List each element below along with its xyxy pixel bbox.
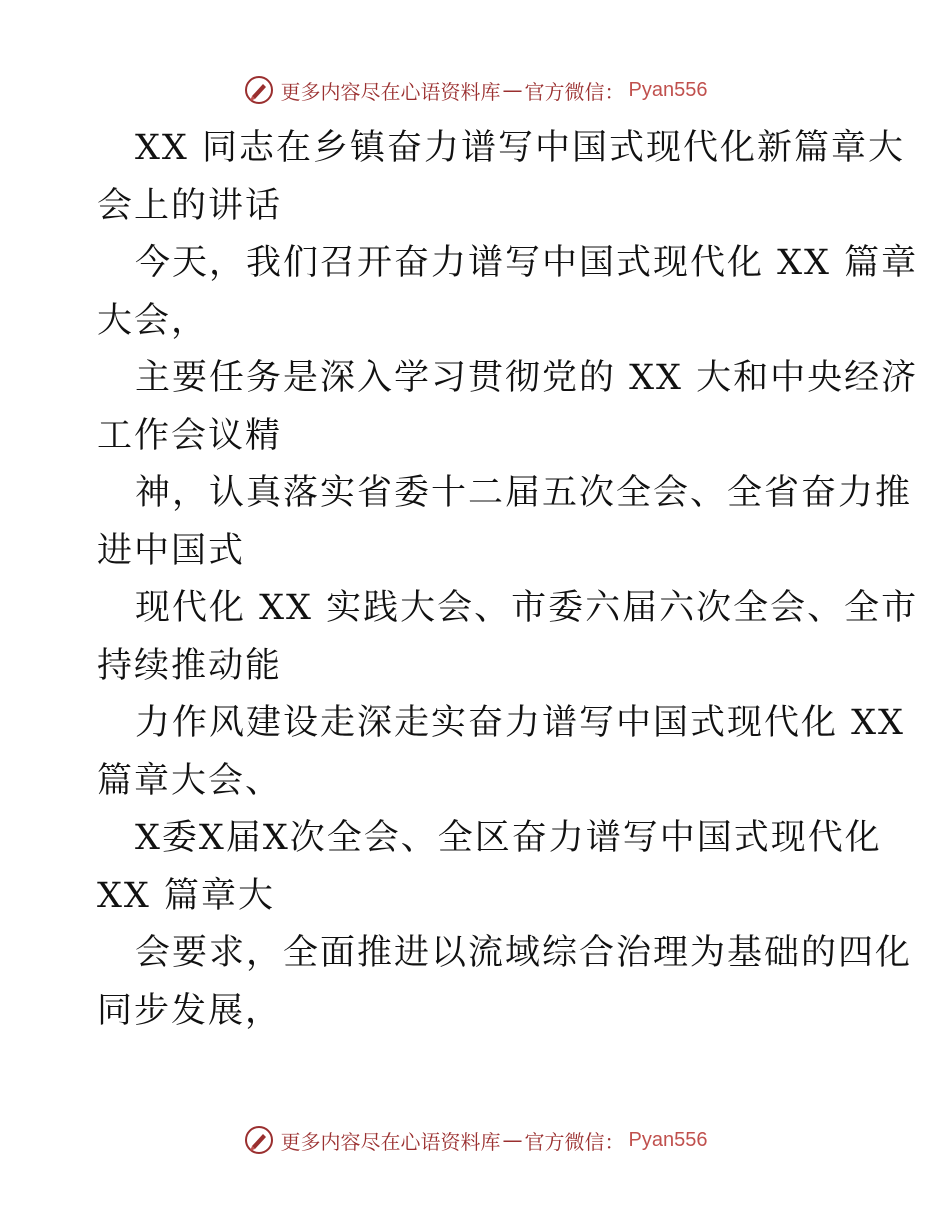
doc-line-5: 主要任务是深入学习贯彻党的 XX 大和中央经济 [135,358,919,398]
header-wechat-label: 官方微信： [524,79,625,104]
pen-logo-icon [243,74,275,106]
header-wechat-id: Pyan556 [628,78,708,101]
doc-line-6: 工作会议精 [97,415,283,456]
doc-line-2: 会上的讲话 [97,185,283,226]
doc-line-8: 进中国式 [97,530,246,571]
header-dash: — [502,78,523,102]
doc-line-9: 现代化 XX 实践大会、市委六届六次全会、全市 [135,588,919,628]
doc-line-1: XX 同志在乡镇奋力谱写中国式现代化新篇章大 [135,128,905,168]
doc-line-16: 同步发展， [97,990,283,1031]
doc-line-13: X委X届X次全会、全区奋力谱写中国式现代化 [135,818,882,858]
pen-logo-icon [243,1124,275,1156]
document-body [97,120,919,1040]
doc-line-7: 神，认真落实省委十二届五次全会、全省奋力推 [135,473,913,513]
doc-line-14: XX 篇章大 [97,875,275,916]
footer-dash: — [502,1128,523,1152]
footer-banner [0,1120,950,1160]
doc-line-11: 力作风建设走深走实奋力谱写中国式现代化 XX [135,703,905,743]
doc-line-10: 持续推动能 [97,645,283,686]
doc-line-4: 大会， [97,300,209,341]
doc-line-12: 篇章大会、 [97,760,283,801]
doc-line-3: 今天，我们召开奋力谱写中国式现代化 XX 篇章 [135,243,919,283]
footer-wechat-id: Pyan556 [628,1128,708,1151]
header-banner [0,70,950,110]
footer-brand-text: 更多内容尽在心语资料库 [280,1129,501,1154]
footer-wechat-label: 官方微信： [524,1129,625,1154]
doc-line-15: 会要求，全面推进以流域综合治理为基础的四化 [135,933,913,973]
header-brand-text: 更多内容尽在心语资料库 [280,79,501,104]
